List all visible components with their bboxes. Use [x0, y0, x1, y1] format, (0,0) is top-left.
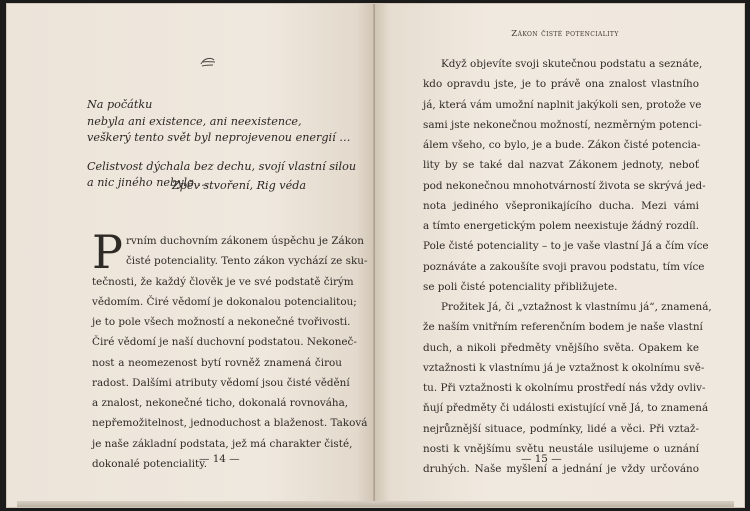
text-line: Čiré vědomí je naší duchovní podstatou. Nekoneč- — [92, 336, 357, 349]
flourish-ornament-icon — [199, 56, 217, 68]
text-line: nost a neomezenost bytí rovněž znamená čirou — [92, 356, 342, 369]
epigraph-line: a nic jiného nebylo … — [87, 176, 209, 189]
text-line: nejrůznější situace, podmínky, lidé a věci. Při vztaž- — [423, 422, 699, 435]
text-line: dokonalé potenciality. — [92, 457, 207, 470]
running-head: Zákon čisté potenciality — [511, 29, 619, 39]
text-line: tečnosti, že každý člověk je ve své podstatě čirým — [92, 275, 354, 288]
epigraph-line: veškerý tento svět byl neprojevenou energií … — [87, 131, 351, 144]
text-line: nosti k vnějšímu světu neustále usilujeme o uznání — [423, 442, 699, 455]
right-page — [375, 4, 744, 507]
text-line: druhých. Naše myšlení a jednání je vždy určováno — [423, 463, 699, 475]
text-line: že naším vnitřním referenčním bodem je naše vlastní — [423, 321, 703, 334]
epigraph-gap — [87, 147, 327, 159]
drop-cap: P — [92, 225, 123, 279]
page-number-left: — 14 — — [199, 453, 240, 465]
text-line: nota jediného všepronikajícího ducha. Mezi vámi — [423, 199, 699, 212]
text-line: álem všeho, co bylo, je a bude. Zákon čisté potencia- — [423, 139, 701, 151]
text-line: je naše základní podstata, jež má charakter čisté, — [92, 437, 353, 450]
right-body-text — [423, 54, 712, 479]
text-line: duch, a nikoli předměty vnějšího světa. Opakem ke — [423, 341, 699, 354]
text-line: poznáváte a zakoušíte svoji pravou podstatu, tím více — [423, 260, 705, 273]
text-line: a tímto energetickým polem neexistuje žádný rozdíl. — [423, 220, 700, 232]
text-line: já, která vám umožní naplnit jakýkoli sen, protože ve — [423, 98, 702, 111]
left-body-text — [92, 225, 368, 474]
text-line: Prožitek Já, či „vztažnost k vlastnímu já“, znamená, — [441, 301, 712, 313]
text-line: a znalost, nekonečné ticho, dokonalá rovnováha, — [92, 397, 349, 409]
text-line: ňují předměty či události existující vně Já, to znamená — [423, 402, 709, 415]
text-line: vědomím. Čiré vědomí je dokonalou potencialitou; — [92, 295, 357, 308]
text-line: radost. Dalšími atributy vědomí jsou čisté vědění — [92, 376, 350, 389]
page-number-right: — 15 — — [521, 453, 562, 465]
text-line: sami jste nekonečnou možností, nezměrným potenci- — [423, 118, 702, 131]
page-edges — [17, 501, 734, 507]
text-line: čisté potenciality. Tento zákon vychází ze sku- — [125, 255, 368, 268]
text-line: nepřemožitelnost, jednoduchost a blaženost. Taková — [92, 417, 368, 430]
epigraph-line: Celistvost dýchala bez dechu, svojí vlastní silou — [87, 159, 357, 173]
text-line: rvním duchovním zákonem úspěchu je Zákon — [125, 235, 364, 247]
text-line: kdo opravdu jste, je to právě ona znalost vlastního — [423, 78, 699, 91]
text-line: vztažnosti k vlastnímu já je vztažnost k okolnímu svě- — [423, 361, 705, 374]
epigraph-line: Na počátku — [87, 98, 153, 111]
text-line: Když objevíte svoji skutečnou podstatu a seznáte, — [441, 58, 703, 70]
epigraph-source: Zpěv stvoření, Rig véda — [172, 179, 307, 192]
epigraph — [87, 97, 357, 192]
text-line: Pole čisté potenciality – to je vaše vlastní Já a čím více — [423, 240, 709, 253]
text-line: pod nekonečnou mnohotvárností života se skrývá jed- — [423, 179, 706, 192]
text-line: je to pole všech možností a nekonečné tvořivosti. — [92, 316, 351, 328]
text-line: lity by se také dal nazvat Zákonem jednoty, neboť — [423, 159, 699, 172]
text-line: se poli čisté potenciality přibližujete. — [423, 280, 618, 293]
epigraph-line: nebyla ani existence, ani neexistence, — [87, 114, 302, 128]
open-book — [6, 3, 745, 508]
text-line: tu. Při vztažnosti k okolnímu prostředí nás vždy ovliv- — [423, 382, 706, 394]
left-page — [7, 4, 375, 507]
